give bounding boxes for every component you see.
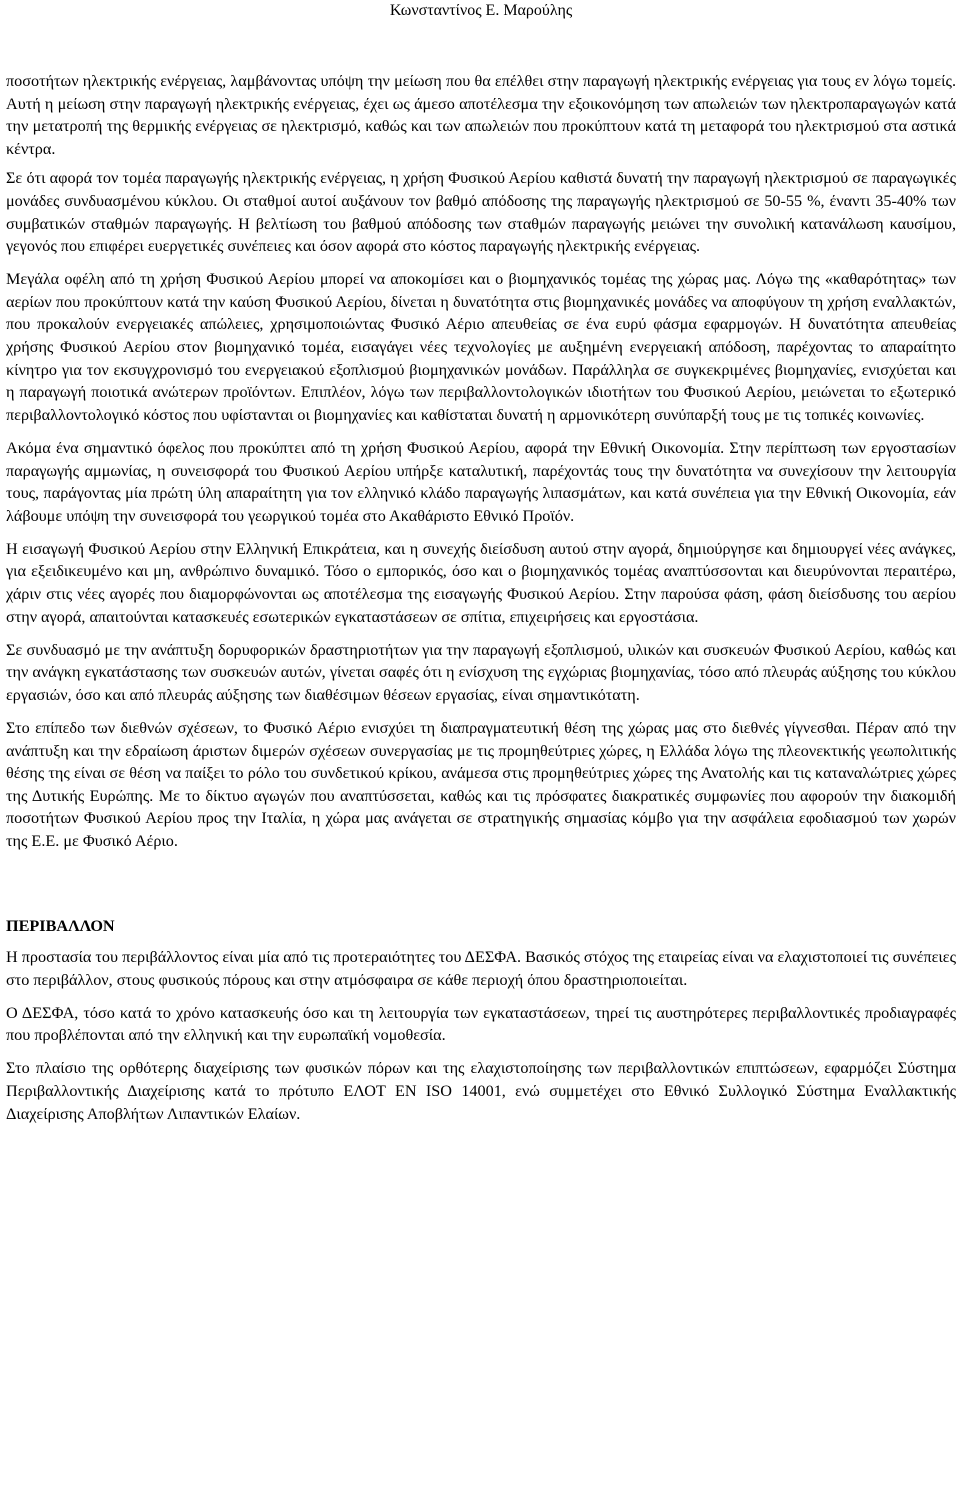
body-paragraph: Στο επίπεδο των διεθνών σχέσεων, το Φυσικό Αέριο ενισχύει τη διαπραγματευτική θέση της χώρας μας στο διεθνές γίγνεσθαι. Πέραν από την ανάπτυξη και την εδραίωση άριστων διμερών σχέσεων συνεργασίας με τις προμηθεύτριες χώρες, η Ελλάδα λόγω της πλεονεκτικής γεωπολιτικής θέσης της είναι σε θέση να παίξει το ρόλο του συνδετικού κρίκου, ανάμεσα στις προμηθεύτριες χώρες της Ανατολής και τις καταναλώτριες χώρες της Δυτικής Ευρώπης. Με το δίκτυο αγωγών που αναπτύσσεται, καθώς και τις πρόσφατες διακρατικές συμφωνίες που αφορούν την διακομιδή ποσοτήτων Φυσικού Αερίου προς την Ιταλία, η χώρα μας ανάγεται σε στρατηγικής σημασίας κόμβο για την ασφάλεια εφοδιασμού των χωρών της Ε.Ε. με Φυσικό Αέριο. <box>6 718 956 850</box>
section-paragraph: Ο ΔΕΣΦΑ, τόσο κατά το χρόνο κατασκευής όσο και τη λειτουργία των εγκαταστάσεων, τηρεί τις αυστηρότερες περιβαλλοντικές προδιαγραφές που προβλέπονται από την ελληνική και την ευρωπαϊκή νομοθεσία. <box>6 1003 956 1045</box>
section-heading: ΠΕΡΙΒΑΛΛΟΝ <box>6 916 115 935</box>
body-paragraph: Σε ότι αφορά τον τομέα παραγωγής ηλεκτρικής ενέργειας, η χρήση Φυσικού Αερίου καθιστά δυνατή την παραγωγή ηλεκτρισμού σε παραγωγικές μονάδες συνδυασμένου κύκλου. Οι σταθμοί αυτοί αυξάνουν τον βαθμό απόδοσης της παραγωγής ηλεκτρισμού σε 50-55 %, έναντι 35-40% των συμβατικών σταθμών παραγωγής. Η βελτίωση του βαθμού απόδοσης των σταθμών παραγωγής μειώνει την συνολική κατανάλωση καυσίμου, γεγονός που επιφέρει ευεργετικές συνέπειες και όσον αφορά στο κόστος παραγωγής ηλεκτρικής ενέργειας. <box>6 169 956 256</box>
running-header-author: Κωνσταντίνος Ε. Μαρούλης <box>389 2 573 19</box>
environment-section <box>6 915 956 1126</box>
document-body <box>6 70 956 1125</box>
section-paragraph: Η προστασία του περιβάλλοντος είναι μία από τις προτεραιότητες του ΔΕΣΦΑ. Βασικός στόχος της εταιρείας είναι να ελαχιστοποιεί τις συνέπειες στο περιβάλλον, στους φυσικούς πόρους και στην ατμόσφαιρα σε κάθε περιοχή όπου δραστηριοποιείται. <box>6 948 956 989</box>
body-paragraph: Μεγάλα οφέλη από τη χρήση Φυσικού Αερίου μπορεί να αποκομίσει και ο βιομηχανικός τομέας της χώρας μας. Λόγω της «καθαρότητας» των αερίων που προκύπτουν κατά την καύση Φυσικού Αερίου, δίνεται η δυνατότητα στις βιομηχανικές μονάδες να αποφύγουν τη χρήση εναλλακτών, που προκαλούν ενεργειακές απώλειες, χρησιμοποιώντας Φυσικό Αέριο απευθείας σε ένα ευρύ φάσμα εφαρμογών. Η δυνατότητα απευθείας χρήσης Φυσικού Αερίου στον βιομηχανικό τομέα, εισαγάγει νέες τεχνολογίες με αυξημένη ενεργειακή απόδοση, παρέχοντας το απαραίτητο κίνητρο για τον εκσυγχρονισμό του ενεργειακού εξοπλισμού βιομηχανικών μονάδων. Παράλληλα σε συγκεκριμένες βιομηχανίες, ενισχύεται και η παραγωγή ποιοτικά ανώτερων προϊόντων. Επιπλέον, λόγω των περιβαλλοντολογικών ιδιοτήτων του Φυσικού Αερίου, μειώνεται το εξωτερικό περιβαλλοντολογικό κόστος που υφίστανται οι βιομηχανίες και καθίσταται δυνατή η αρμονικότερη συνύπαρξή τους με τις τοπικές κοινωνίες. <box>6 270 956 424</box>
document-page <box>6 0 956 1136</box>
section-paragraph: Στο πλαίσιο της ορθότερης διαχείρισης των φυσικών πόρων και της ελαχιστοποίησης των περιβαλλοντικών επιπτώσεων, εφαρμόζει Σύστημα Περιβαλλοντικής Διαχείρισης κατά το πρότυπο ΕΛΟΤ ΕΝ ISO 14001, ενώ συμμετέχει στο Εθνικό Συλλογικό Σύστημα Εναλλακτικής Διαχείρισης Αποβλήτων Λιπαντικών Ελαίων. <box>6 1059 956 1123</box>
body-paragraph: Η εισαγωγή Φυσικού Αερίου στην Ελληνική Επικράτεια, και η συνεχής διείσδυση αυτού στην αγορά, δημιούργησε και δημιουργεί νέες ανάγκες, για εξειδικευμένο και μη, ανθρώπινο δυναμικό. Τόσο ο εμπορικός, όσο και ο βιομηχανικός τομέας αναπτύσσονται και διευρύνονται περαιτέρω, χάριν στις νέες αγορές που διαμορφώνονται ως αποτέλεσμα της εισαγωγής Φυσικού Αερίου. Στην παρούσα φάση, φάση διείσδυσης του αερίου στην αγορά, απαιτούνται κατασκευές εσωτερικών εγκαταστάσεων σε σπίτια, επιχειρήσεις και εργοστάσια. <box>6 539 956 626</box>
body-paragraph: Σε συνδυασμό με την ανάπτυξη δορυφορικών δραστηριοτήτων για την παραγωγή εξοπλισμού, υλικών και συσκευών Φυσικού Αερίου, καθώς και την ανάγκη εγκατάστασης των συσκευών αυτών, γίνεται σαφές ότι η ενίσχυση της εγχώριας βιομηχανίας, τόσο από πλευράς αύξησης του κύκλου εργασιών, όσο και από πλευράς αύξησης των διαθέσιμων θέσεων εργασίας, είναι σημαντικότατη. <box>6 640 956 704</box>
body-paragraph: Ακόμα ένα σημαντικό όφελος που προκύπτει από τη χρήση Φυσικού Αερίου, αφορά την Εθνική Οικονομία. Στην περίπτωση των εργοστασίων παραγωγής αμμωνίας, η συνεισφορά του Φυσικού Αερίου υπήρξε καταλυτική, παρέχοντάς τους την δυνατότητα να συνεχίσουν την λειτουργία τους, παράγοντας μία πρώτη ύλη απαραίτητη για τον ελληνικό κλάδο παραγωγής λιπασμάτων, και κατά συνέπεια για την Εθνική Οικονομία, εάν λάβουμε υπόψη την συνεισφορά του γεωργικού τομέα στο Ακαθάριστο Εθνικό Προϊόν. <box>6 438 956 525</box>
body-paragraph: ποσοτήτων ηλεκτρικής ενέργειας, λαμβάνοντας υπόψη την μείωση που θα επέλθει στην παραγωγή ηλεκτρικής ενέργειας για τους εν λόγω τομείς. Αυτή η μείωση στην παραγωγή ηλεκτρικής ενέργειας, έχει ως άμεσο αποτέλεσμα την εξοικονόμηση των απωλειών των ηλεκτροπαραγωγών κατά την μετατροπή της θερμικής ενέργειας σε ηλεκτρισμό, καθώς και των απωλειών που προκύπτουν κατά τη μεταφορά του ηλεκτρισμού στα αστικά κέντρα. <box>6 72 956 158</box>
